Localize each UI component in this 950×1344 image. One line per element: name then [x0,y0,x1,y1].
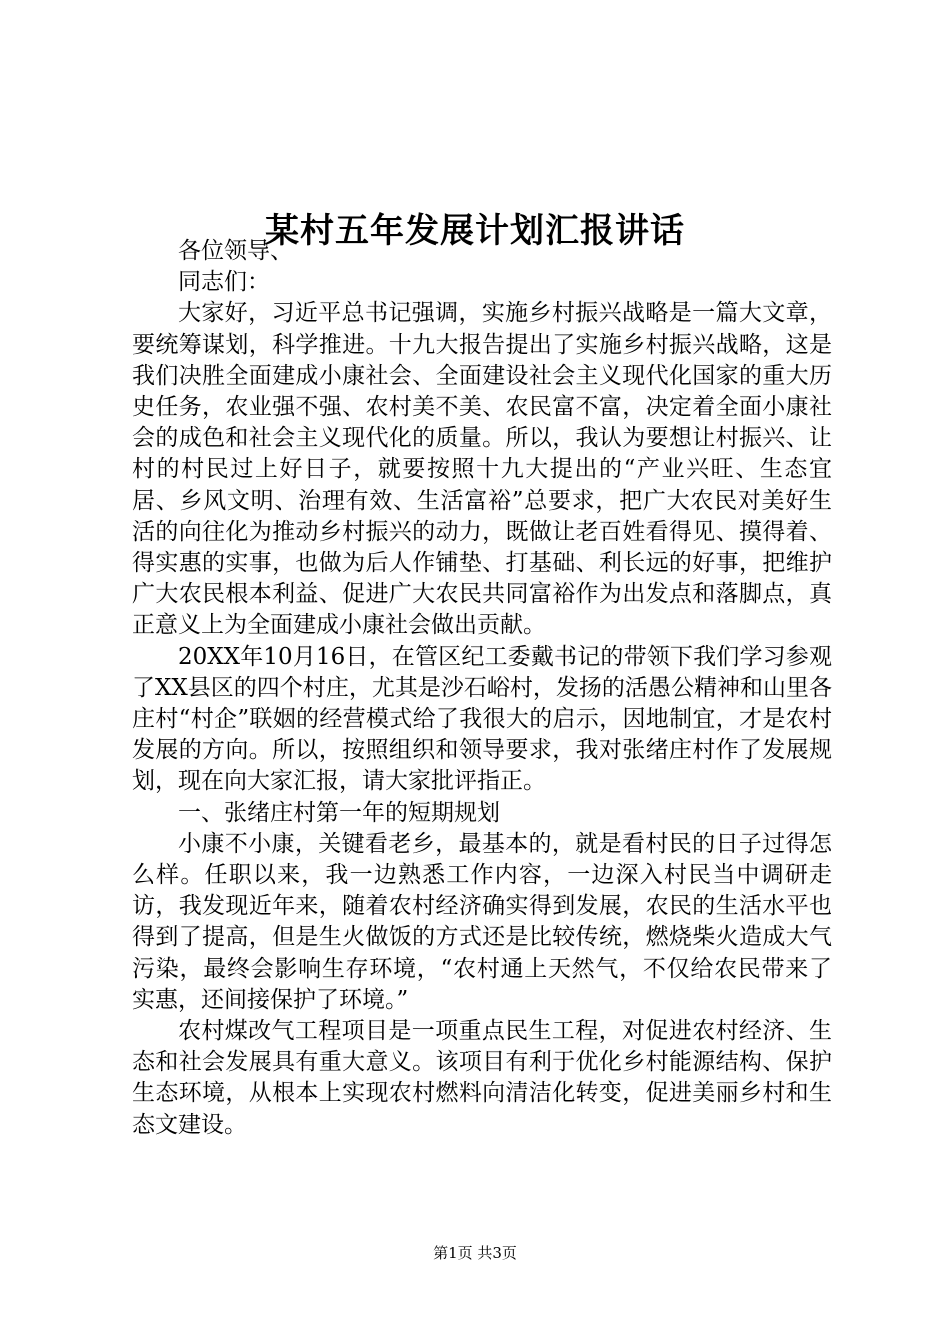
body-paragraph-visit: 20XX年10月16日，在管区纪工委戴书记的带领下我们学习参观了XX县区的四个村庄，尤其是沙石峪村，发扬的活愚公精神和山里各庄村“村企”联姻的经营模式给了我很大的启示，因地制宜，才是农村发展的方向。所以，按照组织和领导要求，我对张绪庄村作了发展规划，现在向大家汇报，请大家批评指正。 [132,643,832,795]
page-number-footer: 第1页 共3页 [433,1244,517,1262]
salutation-comrades: 同志们： [178,269,270,296]
body-paragraph-livelihood: 小康不小康，关键看老乡，最基本的，就是看村民的日子过得怎么样。任职以来，我一边熟悉工作内容，一边深入村民当中调研走访，我发现近年来，随着农村经济确实得到发展，农民的生活水平也得到了提高，但是生火做饭的方式还是比较传统，燃烧柴火造成大气污染，最终会影响生存环境，“农村通上天然气，不仅给农民带来了实惠，还间接保护了环境。” [132,830,832,1013]
body-paragraph-intro: 大家好，习近平总书记强调，实施乡村振兴战略是一篇大文章，要统筹谋划，科学推进。十九大报告提出了实施乡村振兴战略，这是我们决胜全面建成小康社会、全面建设社会主义现代化国家的重大历史任务，农业强不强、农村美不美、农民富不富，决定着全面小康社会的成色和社会主义现代化的质量。所以，我认为要想让村振兴、让村的村民过上好日子，就要按照十九大提出的“产业兴旺、生态宜居、乡风文明、治理有效、生活富裕”总要求，把广大农民对美好生活的向往化为推动乡村振兴的动力，既做让老百姓看得见、摸得着、得实惠的实事，也做为后人作铺垫、打基础、利长远的好事，把维护广大农民根本利益、促进广大农民共同富裕作为出发点和落脚点，真正意义上为全面建成小康社会做出贡献。 [132,300,832,639]
document-body [132,236,832,1141]
section-heading-first-year: 一、张绪庄村第一年的短期规划 [178,799,500,826]
body-paragraph-gas-project: 农村煤改气工程项目是一项重点民生工程，对促进农村经济、生态和社会发展具有重大意义。该项目有利于优化乡村能源结构、保护生态环境，从根本上实现农村燃料向清洁化转变，促进美丽乡村和生态文建设。 [132,1018,832,1138]
salutation-leaders: 各位领导、 [178,238,293,264]
document-title: 某村五年发展计划汇报讲话 [265,210,685,251]
